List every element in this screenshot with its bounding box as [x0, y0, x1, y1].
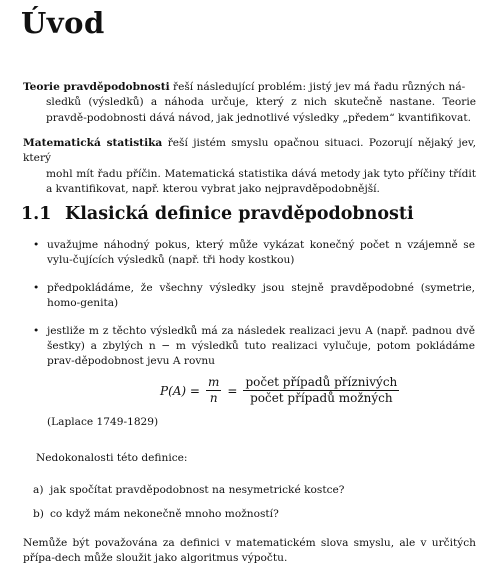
list-item: • uvažujme náhodný pokus, který může vykázat konečný počet n vzájemně se vylu-čujících výsledků (např. tři hody kostkou) — [33, 239, 475, 267]
flaws-heading: Nedokonalosti této definice: — [36, 452, 188, 464]
bullet-icon: • — [33, 281, 40, 294]
term-mathematical-statistics: Matematická statistika — [23, 137, 163, 149]
formula-lhs: P(A) = — [160, 383, 200, 398]
intro-paragraph-probability — [23, 80, 476, 126]
intro-paragraph-statistics — [23, 136, 476, 198]
intro-statistics-first-line: řeší jistém smyslu opačnou situaci. Pozorují nějaký jev, který — [23, 137, 476, 165]
question-a-text: jak spočítat pravděpodobnost na nesymetrické kostce? — [50, 484, 345, 496]
question-b-label: b) — [33, 508, 44, 520]
fraction-denominator-n: n — [209, 391, 218, 405]
formula-equals: = — [227, 383, 238, 398]
section-title: Klasická definice pravděpodobnosti — [65, 204, 414, 224]
intro-probability-first-line: řeší následující problém: jistý jev má řadu různých ná- — [169, 81, 466, 93]
list-item: • předpokládáme, že všechny výsledky jsou stejně pravděpodobné (symetrie, homo-genita) — [33, 281, 475, 310]
fraction-numerator-m: m — [207, 375, 220, 389]
section-heading — [21, 204, 414, 224]
term-probability-theory: Teorie pravděpodobnosti — [23, 81, 170, 93]
bullet-icon: • — [33, 324, 40, 337]
question-a-label: a) — [33, 484, 44, 496]
attribution: (Laplace 1749-1829) — [47, 416, 159, 428]
section-number: 1.1 — [21, 204, 52, 224]
bullet-icon: • — [33, 239, 40, 251]
fraction-denominator-possible: počet případů možných — [250, 391, 393, 405]
question-a — [33, 483, 344, 498]
intro-probability-rest: sledků (výsledků) a náhoda určuje, který z nich skutečně nastane. Teorie pravdě-podobnosti dává návod, jak jednotlivé výsledky „předem“ kvantifikovat. — [46, 96, 476, 124]
bullet-list — [30, 238, 475, 370]
page-title: Úvod — [21, 6, 105, 40]
fraction-m-over-n — [206, 375, 221, 406]
question-b-text: co když mám nekonečně mnoho možností? — [50, 508, 279, 520]
laplace-formula — [160, 375, 405, 406]
question-b — [33, 507, 279, 522]
closing-paragraph: Nemůže být považována za definici v matematickém slova smyslu, ale v určitých přípa-dech může sloužit jako algoritmus výpočtu. — [23, 537, 476, 565]
fraction-numerator-favorable: počet případů příznivých — [245, 375, 398, 389]
list-item: • jestliže m z těchto výsledků má za následek realizaci jevu A (např. padnou dvě šestky) a zbylých n − m výsledků tuto realizaci vylučuje, potom pokládáme prav-děpodobnost jevu A rovnu — [33, 324, 475, 368]
fraction-cases — [243, 375, 399, 406]
intro-statistics-rest: mohl mít řadu příčin. Matematická statistika dává metody jak tyto příčiny třídit a kvantifikovat, např. kterou vybrat jako nejpravděpodobnější. — [46, 167, 476, 196]
